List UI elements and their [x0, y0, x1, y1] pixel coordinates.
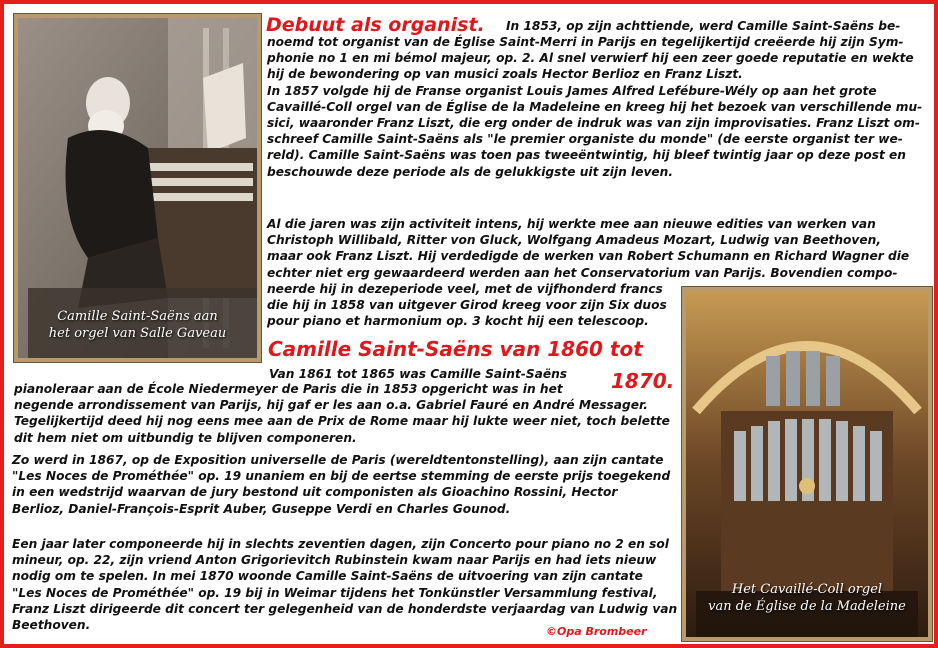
text-line: hij de bewondering op van musici zoals Hector Berlioz en Franz Liszt.: [267, 67, 743, 82]
organist-photo: [14, 14, 261, 362]
text-line: nodig om te spelen. In mei 1870 woonde Camille Saint-Saëns de uitvoering van zijn cantate: [12, 569, 643, 584]
heading-debut: Debuut als organist.: [266, 14, 485, 36]
text-line: Christoph Willibald, Ritter von Gluck, Wolfgang Amadeus Mozart, Ludwig van Beethoven,: [267, 233, 881, 248]
text-line: beschouwde deze periode als de gelukkigste uit zijn leven.: [267, 164, 673, 179]
text-line: Van 1861 tot 1865 was Camille Saint-Saëns: [269, 367, 568, 381]
section3-body: [14, 381, 670, 446]
text-line: pour piano et harmonium op. 3 kocht hij een telescoop.: [267, 314, 649, 329]
section5-body: [12, 536, 677, 633]
text-line: maar ook Franz Liszt. Hij verdedigde de werken van Robert Schumann en Richard Wagner die: [267, 249, 910, 264]
text-line: pianoleraar aan de École Niedermeyer de Paris die in 1853 opgericht was in het: [14, 382, 563, 396]
text-line: dit hem niet om uitbundig te blijven componeren.: [14, 430, 357, 445]
text-line: echter niet erg gewaardeerd werden aan het Conservatorium van Parijs. Bovendien compo-: [267, 265, 898, 280]
section3-first-line: [269, 366, 567, 382]
caption-line: het orgel van Salle Gaveau: [48, 326, 227, 341]
text-line: Berlioz, Daniel-François-Esprit Auber, Guseppe Verdi en Charles Gounod.: [12, 501, 511, 516]
text-line: "Les Noces de Prométhée" op. 19 unaniem en bij de eertse stemming de eerste prijs toegekend: [12, 469, 671, 484]
text-line: neerde hij in dezeperiode veel, met de vijfhonderd francs: [267, 281, 663, 296]
text-line: In 1857 volgde hij de Franse organist Louis James Alfred Lefébure-Wély op aan het grote: [267, 83, 877, 98]
copyright-text: ©Opa Brombeer: [546, 625, 647, 638]
organ-photo: [682, 287, 932, 641]
text-line: in een wedstrijd waarvan de jury bestond uit componisten als Gioachino Rossini, Hector: [12, 485, 618, 500]
text-line: mineur, op. 22, zijn vriend Anton Grigorievitch Rubinstein kwam naar Parijs en had iets nieuw: [12, 553, 657, 568]
text-line: Al die jaren was zijn activiteit intens, hij werkte mee aan nieuwe edities van werken van: [267, 217, 876, 231]
text-line: Beethoven.: [12, 618, 91, 633]
text-line: negende arrondissement van Parijs, hij gaf er les aan o.a. Gabriel Fauré en André Messager.: [14, 398, 648, 413]
section1-body: [267, 34, 922, 180]
text-line: Tegelijkertijd deed hij nog eens mee aan de Prix de Rome maar hij lukte weer niet, toch belette: [14, 414, 670, 429]
text-line: phonie no 1 en mi bémol majeur, op. 2. Al snel verwierf hij een zeer goede reputatie en wekte: [267, 51, 914, 66]
text-line: sici, waaronder Franz Liszt, die erg onder de indruk was van zijn improvisaties. Franz Liszt om-: [267, 116, 920, 131]
caption-line: Het Cavaillé-Coll orgel: [731, 582, 883, 597]
text-line: Cavaillé-Coll orgel van de Église de la Madeleine en kreeg hij het bezoek van verschillende mu-: [267, 99, 923, 114]
heading-1870: 1870.: [611, 369, 675, 393]
text-line: schreef Camille Saint-Saëns als "le premier organiste du monde" (de eerste organist ter we-: [267, 132, 903, 147]
text-line: reld). Camille Saint-Saëns was toen pas tweeëntwintig, hij bleef twintig jaar op deze post en: [267, 148, 906, 163]
text-line: In 1853, op zijn achttiende, werd Camille Saint-Saëns be-: [506, 19, 901, 33]
text-line: Franz Liszt dirigeerde dit concert ter gelegenheid van de honderdste verjaardag van Ludwig van: [12, 601, 678, 616]
organ-photo-caption: [686, 581, 928, 615]
organist-photo-image: [18, 18, 257, 358]
caption-line: Camille Saint-Saëns aan: [57, 309, 218, 324]
organist-photo-caption: [18, 308, 257, 342]
heading-1860: Camille Saint-Saëns van 1860 tot: [268, 337, 643, 361]
section2-body: [267, 216, 909, 329]
text-line: Zo werd in 1867, op de Exposition universelle de Paris (wereldtentonstelling), aan zijn cantate: [12, 453, 664, 467]
text-line: "Les Noces de Prométhée" op. 19 bij in Weimar tijdens het Tonkünstler Versammlung festival,: [12, 585, 658, 600]
text-line: Een jaar later componeerde hij in slechts zeventien dagen, zijn Concerto pour piano no 2 en sol: [12, 537, 669, 551]
section4-body: [12, 452, 670, 517]
section1-first-line: [506, 18, 900, 34]
text-line: die hij in 1858 van uitgever Girod kreeg voor zijn Six duos: [267, 298, 667, 313]
text-line: noemd tot organist van de Église Saint-Merri in Parijs en tegelijkertijd creëerde hij zijn Sym-: [267, 35, 904, 49]
caption-line: van de Église de la Madeleine: [708, 599, 906, 614]
